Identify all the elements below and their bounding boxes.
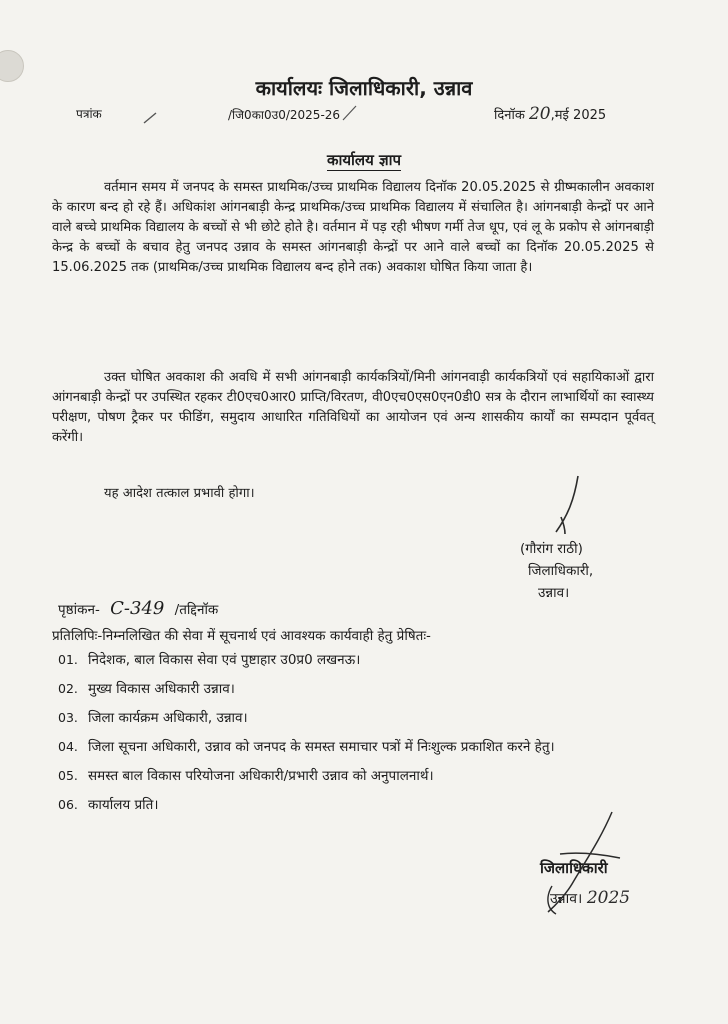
body-paragraph-3: यह आदेश तत्काल प्रभावी होगा। — [104, 486, 255, 501]
signatory-location: उन्नाव। — [538, 585, 570, 601]
bottom-signature-bracket — [548, 886, 556, 914]
bottom-signature-place: उन्नाव। 2025 — [550, 888, 631, 908]
endorsement-suffix: /तद्दिनॉक — [174, 602, 219, 618]
list-item: 03. जिला कार्यक्रम अधिकारी, उन्नाव। — [58, 710, 248, 726]
endorsement-label: पृष्ठांकन- — [58, 602, 100, 618]
memo-subject: कार्यालय ज्ञाप — [326, 151, 402, 169]
date-handwritten: 20 — [528, 104, 551, 124]
reference-number: /जि0का0उ0/2025-26 — [228, 108, 341, 122]
main-signature-stroke — [556, 476, 578, 534]
body-paragraph-2: उक्त घोषित अवकाश की अवधि में सभी आंगनबाड़ी कार्यकत्रियों/मिनी आंगनवाड़ी कार्यकत्रियों एवं सहायिकाओं द्वारा आंगनबाड़ी केन्द्रों पर उपस्थित रहकर टी0एच0आर0 प्राप्ति/विरतण, वी0एच0एस0एन0डी0 सत्र के दौरान लाभार्थियों का स्वास्थ्य परीक्षण, पोषण ट्रैकर पर फीडिंग, समुदाय आधारित गतिविधियों का आयोजन एवं अन्य शासकीय कार्यों का सम्पदान पूर्ववत् करेंगी। — [52, 370, 654, 445]
bottom-signature-title: जिलाधिकारी — [540, 859, 608, 877]
signatory-name: (गौरांग राठी) — [520, 541, 583, 557]
bottom-signature-scrawl — [548, 812, 620, 912]
list-item: 06. कार्यालय प्रति। — [58, 797, 159, 813]
patrank-tick-mark — [144, 113, 156, 123]
endorsement-number: C-349 — [110, 598, 165, 619]
office-title: कार्यालयः जिलाधिकारी, उन्नाव — [255, 76, 473, 100]
list-item: 01. निदेशक, बाल विकास सेवा एवं पुष्टाहार उ0प्र0 लखनऊ। — [58, 652, 361, 668]
list-item: 04. जिला सूचना अधिकारी, उन्नाव को जनपद के समस्त समाचार पत्रों में निःशुल्क प्रकाशित करने हेतु। — [58, 739, 555, 755]
date-cut-mark — [343, 106, 356, 120]
list-item: 05. समस्त बाल विकास परियोजना अधिकारी/प्रभारी उन्नाव को अनुपालनार्थ। — [58, 768, 434, 784]
date-suffix: ,मई 2025 — [550, 108, 607, 123]
list-item: 02. मुख्य विकास अधिकारी उन्नाव। — [58, 681, 235, 697]
signatory-designation: जिलाधिकारी, — [528, 563, 594, 579]
patrank-label: पत्रांक — [76, 107, 102, 121]
copy-to-heading: प्रतिलिपिः-निम्नलिखित की सेवा में सूचनार्थ एवं आवश्यक कार्यवाही हेतु प्रेषितः- — [52, 628, 431, 644]
body-paragraph-1: वर्तमान समय में जनपद के समस्त प्राथमिक/उच्च प्राथमिक विद्यालय दिनॉक 20.05.2025 से ग्रीष्मकालीन अवकाश के कारण बन्द हो रहे हैं। अधिकांश आंगनबाड़ी केन्द्र प्राथमिक/उच्च प्राथमिक विद्यालय में संचालित है। आंगनबाड़ी केन्द्रों पर आने वाले बच्चे प्राथमिक विद्यालय के बच्चों से भी छोटे होते है। वर्तमान में पड़ रही भीषण गर्मी तेज धूप, एवं लू के प्रकोप से आंगनबाड़ी केन्द्र के बच्चों के बचाव हेतु जनपद उन्नाव के समस्त आंगनबाड़ी केन्द्रों पर आने वाले बच्चों का दिनॉक 20.05.2025 से 15.06.2025 तक (प्राथमिक/उच्च प्राथमिक विद्यालय बन्द होने तक) अवकाश घोषित किया जाता है। — [52, 180, 654, 275]
date-label: दिनॉक — [494, 108, 525, 123]
